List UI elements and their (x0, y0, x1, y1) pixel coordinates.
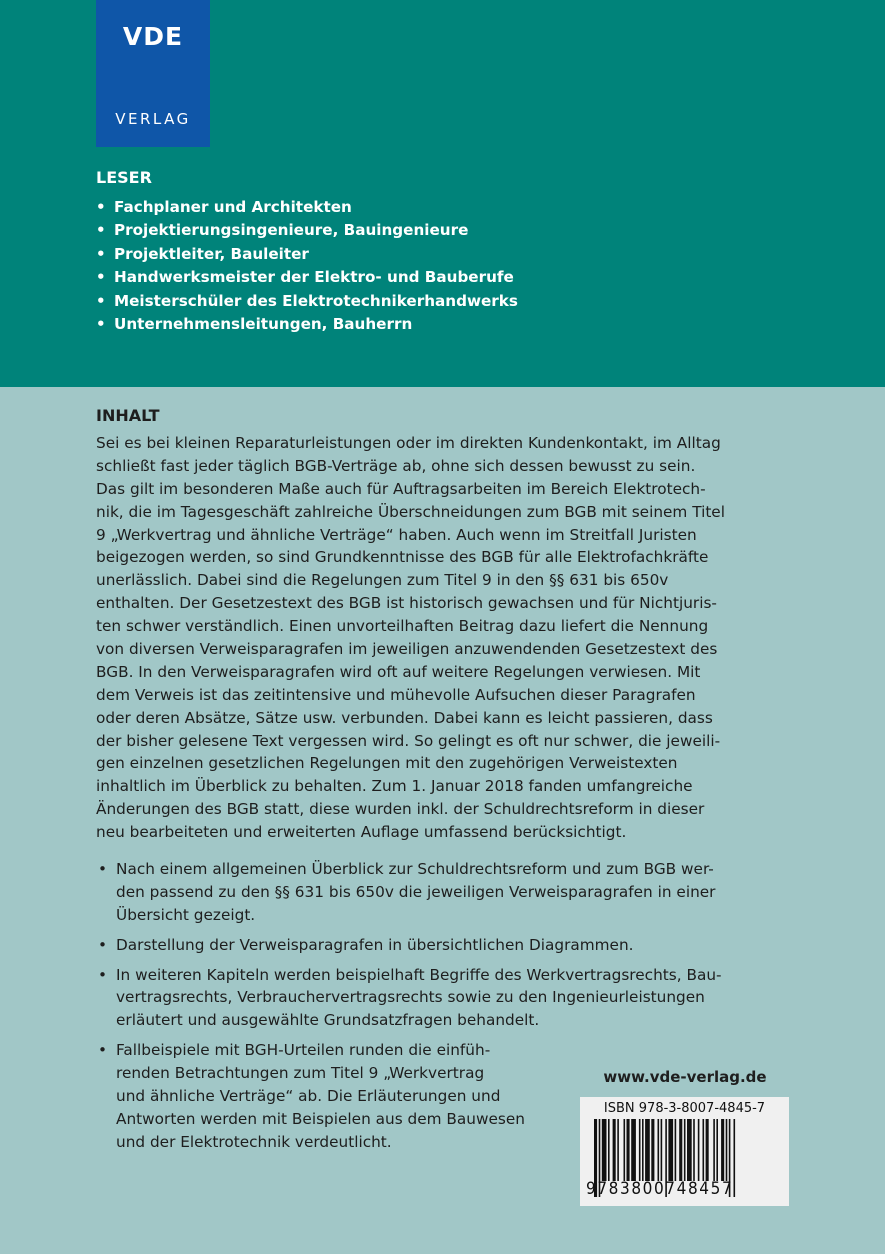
barcode-bar (703, 1119, 705, 1181)
barcode-bar (661, 1119, 663, 1181)
paragraph-line: dem Verweis ist das zeitintensive und mühevolle Aufsuchen dieser Paragrafen (96, 685, 696, 704)
inhalt-paragraph (96, 432, 885, 844)
barcode-bar (679, 1119, 682, 1181)
bullet-line: und ähnliche Verträge“ ab. Die Erläuterungen und (116, 1087, 501, 1106)
paragraph-line: Das gilt im besonderen Maße auch für Auftragsarbeiten im Bereich Elektrotech- (96, 479, 706, 498)
paragraph-line: ten schwer verständlich. Einen unvorteilhaften Beitrag dazu liefert die Nennung (96, 617, 709, 636)
bullet-line: Fallbeispiele mit BGH-Urteilen runden die einfüh- (116, 1041, 491, 1060)
barcode-bar (639, 1119, 641, 1181)
isbn-label: ISBN 978-3-8007-4845-7 (603, 1101, 766, 1116)
vde-verlag-logo (96, 0, 210, 147)
barcode-bar (608, 1119, 610, 1181)
barcode-bar (706, 1119, 709, 1181)
paragraph-line: neu bearbeiteten und erweiterten Auflage umfassend berücksichtigt. (96, 823, 627, 842)
paragraph-line: Änderungen des BGB statt, diese wurden inkl. der Schuldrechtsreform in dieser (96, 800, 705, 819)
bullet-line: Darstellung der Verweisparagrafen in übersichtlichen Diagrammen. (116, 935, 634, 954)
barcode-bar (624, 1119, 626, 1181)
leser-item: • Handwerksmeister der Elektro- und Bauberufe (96, 266, 518, 289)
logo-vde-text: VDE (122, 22, 184, 51)
barcode-bar (658, 1119, 660, 1181)
bullet-line: erläutert und ausgewählte Grundsatzfragen behandelt. (116, 1011, 540, 1030)
barcode-bar (698, 1119, 700, 1181)
bullet-icon: • (96, 268, 106, 287)
barcode-bar (602, 1119, 607, 1181)
leser-item: • Unternehmensleitungen, Bauherrn (96, 313, 518, 336)
paragraph-line: der bisher gelesene Text vergessen wird. So gelingt es oft nur schwer, die jeweili- (96, 731, 721, 750)
paragraph-line: oder deren Absätze, Sätze usw. verbunden. Dabei kann es leicht passieren, dass (96, 708, 713, 727)
barcode-bar (642, 1119, 644, 1181)
bullet-icon: • (98, 860, 108, 878)
leser-list (96, 196, 518, 336)
barcode-bar (668, 1119, 673, 1181)
bullet-line: renden Betrachtungen zum Titel 9 „Werkvertrag (116, 1064, 485, 1083)
paragraph-line: nik, die im Tagesgeschäft zahlreiche Überschneidungen zum BGB mit seinem Titel (96, 502, 725, 521)
logo-verlag-text: VERLAG (115, 110, 191, 128)
publisher-url: www.vde-verlag.de (603, 1068, 767, 1086)
barcode-bar (716, 1119, 718, 1181)
bullet-line: vertragsrechts, Verbrauchervertragsrechts sowie zu den Ingenieurleistungen (116, 988, 705, 1007)
bullet-line: Nach einem allgemeinen Überblick zur Schuldrechtsreform und zum BGB wer- (116, 860, 714, 878)
inhalt-bullet (96, 934, 885, 957)
leser-item: • Meisterschüler des Elektrotechnikerhandwerks (96, 290, 518, 313)
bullet-icon: • (96, 291, 106, 310)
bullet-icon: • (96, 198, 106, 216)
bullet-line: In weiteren Kapiteln werden beispielhaft Begriffe des Werkvertragsrechts, Bau- (116, 965, 722, 984)
leser-item: • Fachplaner und Architekten (96, 196, 518, 219)
paragraph-line: unerlässlich. Dabei sind die Regelungen zum Titel 9 in den §§ 631 bis 650v (96, 571, 669, 590)
paragraph-line: gen einzelnen gesetzlichen Regelungen mit den zugehörigen Verweistexten (96, 754, 678, 773)
inhalt-bullet (96, 858, 885, 927)
barcode-bar (627, 1119, 630, 1181)
bullet-icon: • (96, 244, 106, 263)
bullet-line: und der Elektrotechnik verdeutlicht. (116, 1132, 392, 1151)
inhalt-bullet (96, 964, 885, 1033)
paragraph-line: 9 „Werkvertrag und ähnliche Verträge“ haben. Auch wenn im Streitfall Juristen (96, 525, 697, 544)
barcode-bar (617, 1119, 619, 1181)
barcode (580, 1097, 789, 1206)
barcode-bar (721, 1119, 724, 1181)
barcode-digits: 9783800748457 (586, 1179, 734, 1199)
barcode-bar (687, 1119, 692, 1181)
barcode-bar (713, 1119, 715, 1181)
inhalt-heading: INHALT (96, 406, 160, 425)
paragraph-line: beigezogen werden, so sind Grundkenntnisse des BGB für alle Elektrofachkräfte (96, 548, 709, 567)
leser-item: • Projektierungsingenieure, Bauingenieure (96, 219, 518, 242)
paragraph-line: von diversen Verweisparagrafen im jeweiligen anzuwendenden Gesetzestext des (96, 640, 718, 659)
bullet-icon: • (98, 965, 108, 984)
bullet-line: den passend zu den §§ 631 bis 650v die jeweiligen Verweisparagrafen in einer (116, 882, 716, 901)
bullet-icon: • (98, 935, 108, 954)
barcode-bar (651, 1119, 654, 1181)
bullet-line: Antworten werden mit Beispielen aus dem Bauwesen (116, 1109, 525, 1128)
barcode-bar (693, 1119, 695, 1181)
paragraph-line: Sei es bei kleinen Reparaturleistungen oder im direkten Kundenkontakt, im Alltag (96, 434, 721, 452)
paragraph-line: BGB. In den Verweisparagrafen wird oft auf weitere Regelungen verwiesen. Mit (96, 662, 701, 681)
bullet-line: Übersicht gezeigt. (116, 905, 256, 924)
barcode-bar (675, 1119, 677, 1181)
barcode-bar (684, 1119, 686, 1181)
paragraph-line: inhaltlich im Überblick zu behalten. Zum 1. Januar 2018 fanden umfangreiche (96, 777, 693, 796)
barcode-bar (645, 1119, 650, 1181)
bullet-icon: • (98, 1041, 108, 1060)
barcode-bar (613, 1119, 616, 1181)
barcode-bar (631, 1119, 636, 1181)
bullet-icon: • (96, 314, 106, 333)
paragraph-line: enthalten. Der Gesetzestext des BGB ist historisch gewachsen und für Nichtjuris- (96, 594, 717, 613)
leser-item: • Projektleiter, Bauleiter (96, 243, 518, 266)
bullet-icon: • (96, 221, 106, 240)
barcode-bar (726, 1119, 728, 1181)
paragraph-line: schließt fast jeder täglich BGB-Verträge ab, ohne sich dessen bewusst zu sein. (96, 456, 696, 475)
leser-heading: LESER (96, 168, 152, 187)
header-band (0, 0, 885, 387)
